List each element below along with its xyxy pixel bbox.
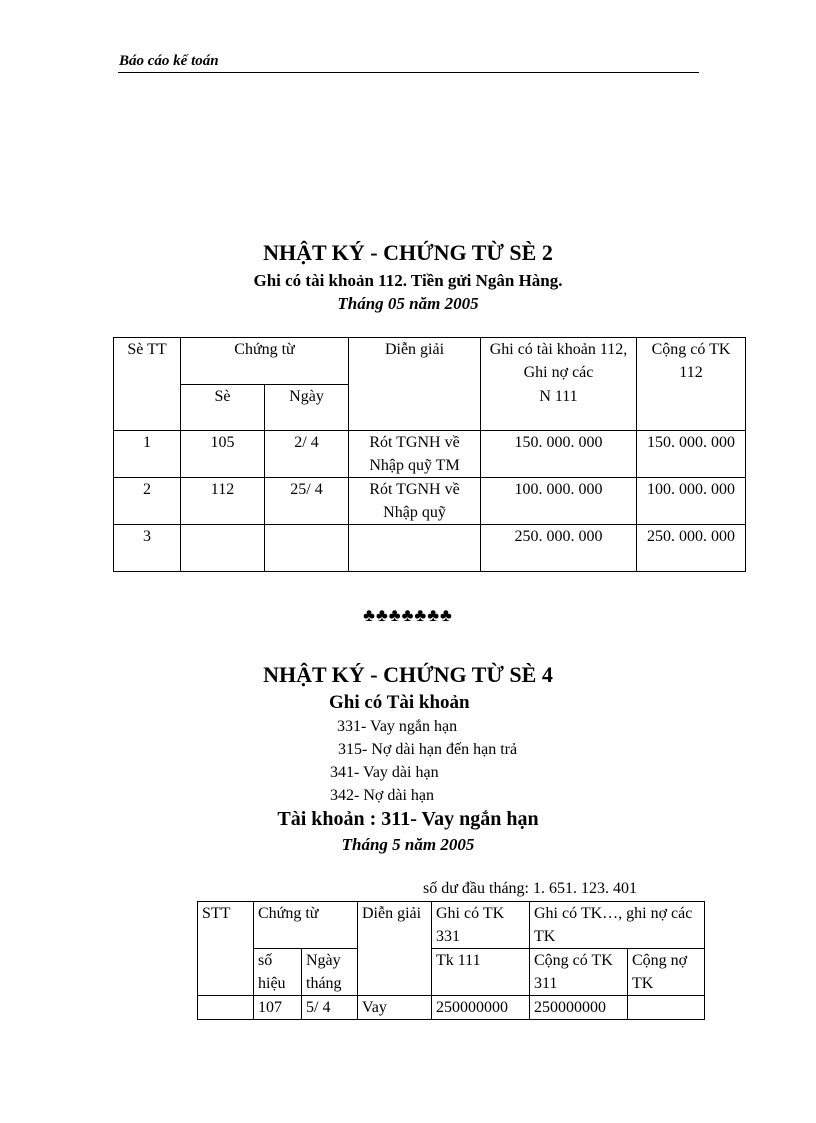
cell-ngay-thang: 5/ 4 (302, 996, 358, 1020)
col-head-so-hieu: số hiệu (254, 949, 302, 996)
cell-cong: 100. 000. 000 (637, 478, 746, 525)
cell-cong: 150. 000. 000 (637, 431, 746, 478)
col-head-so: Sè (181, 385, 265, 431)
col-head-ngay: Ngày (265, 385, 349, 431)
ghi-co-label: Ghi có Tài khoản (329, 692, 470, 713)
col-head-n111: N 111 (481, 385, 637, 431)
cell-cong: 250. 000. 000 (637, 525, 746, 572)
cell-ngay: 25/ 4 (265, 478, 349, 525)
account-title: Tài khoản : 311- Vay ngắn hạn (277, 808, 539, 830)
journal-2-table (113, 337, 746, 572)
col-head-dien-giai: Diễn giải (349, 338, 481, 431)
journal-4-table (197, 901, 705, 1020)
cell-dien-giai: Vay (358, 996, 432, 1020)
cell-so: 105 (181, 431, 265, 478)
table-row (114, 431, 746, 478)
cell-stt: 1 (114, 431, 181, 478)
col-head-cong-no: Cộng nợ TK (628, 949, 705, 996)
header-rule (118, 72, 699, 73)
account-line: 342- Nợ dài hạn (330, 787, 434, 804)
table-row (114, 478, 746, 525)
cell-dien-giai (349, 525, 481, 572)
cell-stt (198, 996, 254, 1020)
cell-dien-giai: Rót TGNH về Nhập quỹ TM (349, 431, 481, 478)
journal-2-title: NHẬT KÝ - CHỨNG TỪ SÈ 2 (263, 240, 553, 265)
col-head-dien-giai: Diễn giải (358, 902, 432, 996)
journal-2-subtitle: Ghi có tài khoản 112. Tiền gửi Ngân Hàng. (253, 271, 563, 290)
cell-so (181, 525, 265, 572)
col-head-ghi-co-331: Ghi có TK 331 (432, 902, 530, 949)
cell-dien-giai: Rót TGNH về Nhập quỹ (349, 478, 481, 525)
cell-stt: 2 (114, 478, 181, 525)
cell-ghi: 100. 000. 000 (481, 478, 637, 525)
section-separator: ♣♣♣♣♣♣♣ (363, 605, 453, 625)
cell-ghi: 150. 000. 000 (481, 431, 637, 478)
cell-tk111: 250000000 (432, 996, 530, 1020)
col-head-ghi-co: Ghi có tài khoản 112, Ghi nợ các (481, 338, 637, 385)
cell-cong-no (628, 996, 705, 1020)
col-head-stt: STT (198, 902, 254, 996)
account-line: 315- Nợ dài hạn đến hạn trả (338, 741, 518, 758)
col-head-ghi-co-tk: Ghi có TK…, ghi nợ các TK (530, 902, 705, 949)
report-header: Báo cáo kế toán (119, 53, 219, 69)
cell-so: 112 (181, 478, 265, 525)
table-row (114, 525, 746, 572)
col-head-chung-tu: Chứng từ (254, 902, 358, 949)
journal-2-period: Tháng 05 năm 2005 (337, 294, 479, 313)
journal-4-title: NHẬT KÝ - CHỨNG TỪ SÈ 4 (263, 662, 553, 687)
cell-so-hieu: 107 (254, 996, 302, 1020)
col-head-chung-tu: Chứng từ (181, 338, 349, 385)
cell-cong-co-311: 250000000 (530, 996, 628, 1020)
col-head-stt: Sè TT (114, 338, 181, 431)
table-row (198, 996, 705, 1020)
cell-ghi: 250. 000. 000 (481, 525, 637, 572)
col-head-ngay-thang: Ngày tháng (302, 949, 358, 996)
journal-4-period: Tháng 5 năm 2005 (341, 835, 475, 854)
account-line: 341- Vay dài hạn (330, 764, 439, 781)
col-head-cong-co-311: Cộng có TK 311 (530, 949, 628, 996)
col-head-cong-co: Cộng có TK 112 (637, 338, 746, 431)
cell-ngay (265, 525, 349, 572)
cell-stt: 3 (114, 525, 181, 572)
col-head-tk111: Tk 111 (432, 949, 530, 996)
cell-ngay: 2/ 4 (265, 431, 349, 478)
opening-balance: số dư đầu tháng: 1. 651. 123. 401 (423, 880, 637, 897)
account-line: 331- Vay ngắn hạn (337, 718, 458, 735)
